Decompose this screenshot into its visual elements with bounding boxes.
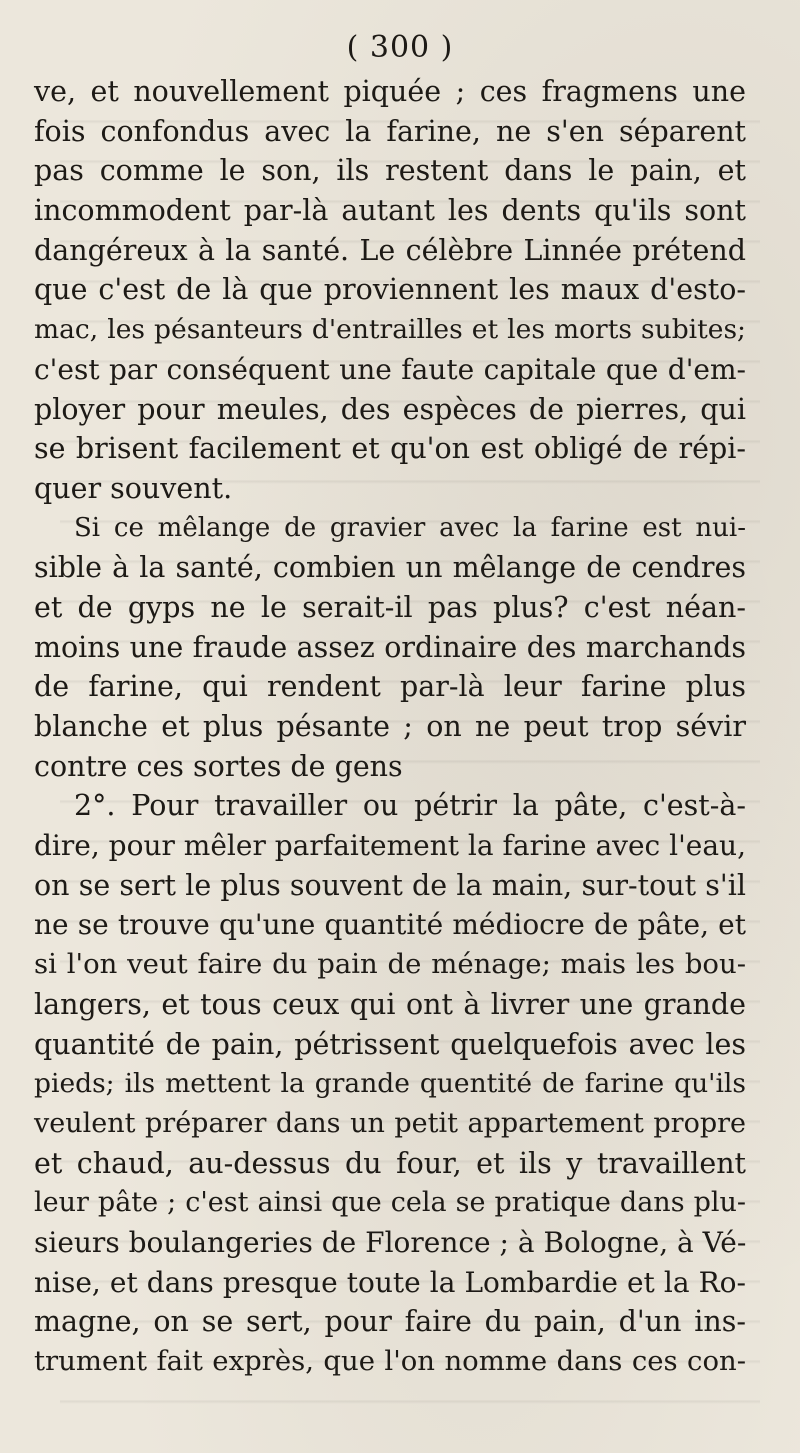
text-line: 2°. Pour travailler ou pétrir la pâte, c'est-à- bbox=[74, 789, 746, 823]
text-line: blanche et plus pésante ; on ne peut trop sévir bbox=[34, 710, 746, 743]
text-line: pas comme le son, ils restent dans le pain, et bbox=[34, 154, 746, 188]
paragraph bbox=[34, 72, 746, 509]
text-line: se brisent facilement et qu'on est obligé de répi- bbox=[34, 432, 746, 466]
text-line: ployer pour meules, des espèces de pierres, qui bbox=[34, 392, 746, 426]
text-line: contre ces sortes de gens bbox=[34, 749, 403, 783]
text-line: moins une fraude assez ordinaire des marchands bbox=[34, 630, 746, 664]
text-line: fois confondus avec la farine, ne s'en séparent bbox=[34, 114, 746, 148]
text-line: dire, pour mêler parfaitement la farine avec l'eau, bbox=[34, 829, 746, 863]
text-line: trument fait exprès, que l'on nomme dans ces con- bbox=[34, 1345, 746, 1377]
paragraph bbox=[34, 786, 746, 1381]
text-line: quantité de pain, pétrissent quelquefois avec les bbox=[34, 1027, 746, 1061]
text-line: si l'on veut faire du pain de ménage; mais les bou- bbox=[34, 948, 746, 981]
text-line: de farine, qui rendent par-là leur farine plus bbox=[34, 670, 746, 704]
text-line: ne se trouve qu'une quantité médiocre de pâte, et bbox=[34, 908, 746, 942]
text-line: mac, les pésanteurs d'entrailles et les morts subites; bbox=[34, 314, 746, 346]
page-number: ( 300 ) bbox=[346, 30, 454, 65]
text-line: que c'est de là que proviennent les maux d'esto- bbox=[34, 273, 746, 307]
text-line: leur pâte ; c'est ainsi que cela se pratique dans plu- bbox=[34, 1187, 746, 1219]
text-line: sieurs boulangeries de Florence ; à Bologne, à Vé- bbox=[34, 1225, 747, 1259]
text-line: c'est par conséquent une faute capitale que d'em- bbox=[34, 352, 746, 386]
text-line: dangéreux à la santé. Le célèbre Linnée prétend bbox=[34, 233, 746, 267]
body-text bbox=[34, 72, 746, 1382]
text-line: langers, et tous ceux qui ont à livrer une grande bbox=[34, 987, 746, 1021]
text-line: et de gyps ne le serait-il pas plus? c'est néan- bbox=[34, 590, 746, 624]
text-line: sible à la santé, combien un mêlange de cendres bbox=[34, 551, 746, 585]
text-line: quer souvent. bbox=[34, 471, 233, 505]
text-line: ve, et nouvellement piquée ; ces fragmens une bbox=[34, 75, 746, 108]
text-line: magne, on se sert, pour faire du pain, d'un ins- bbox=[34, 1305, 746, 1339]
text-line: Si ce mêlange de gravier avec la farine est nui- bbox=[74, 512, 746, 543]
text-line: incommodent par-là autant les dents qu'ils sont bbox=[34, 194, 746, 228]
text-line: pieds; ils mettent la grande quentité de farine qu'ils bbox=[34, 1068, 746, 1100]
text-line: et chaud, au-dessus du four, et ils y travaillent bbox=[34, 1146, 746, 1180]
text-line: on se sert le plus souvent de la main, sur-tout s'il bbox=[34, 868, 746, 902]
text-line: veulent préparer dans un petit appartement propre bbox=[34, 1107, 746, 1139]
paragraph bbox=[34, 509, 746, 787]
text-line: nise, et dans presque toute la Lombardie et la Ro- bbox=[34, 1265, 746, 1299]
